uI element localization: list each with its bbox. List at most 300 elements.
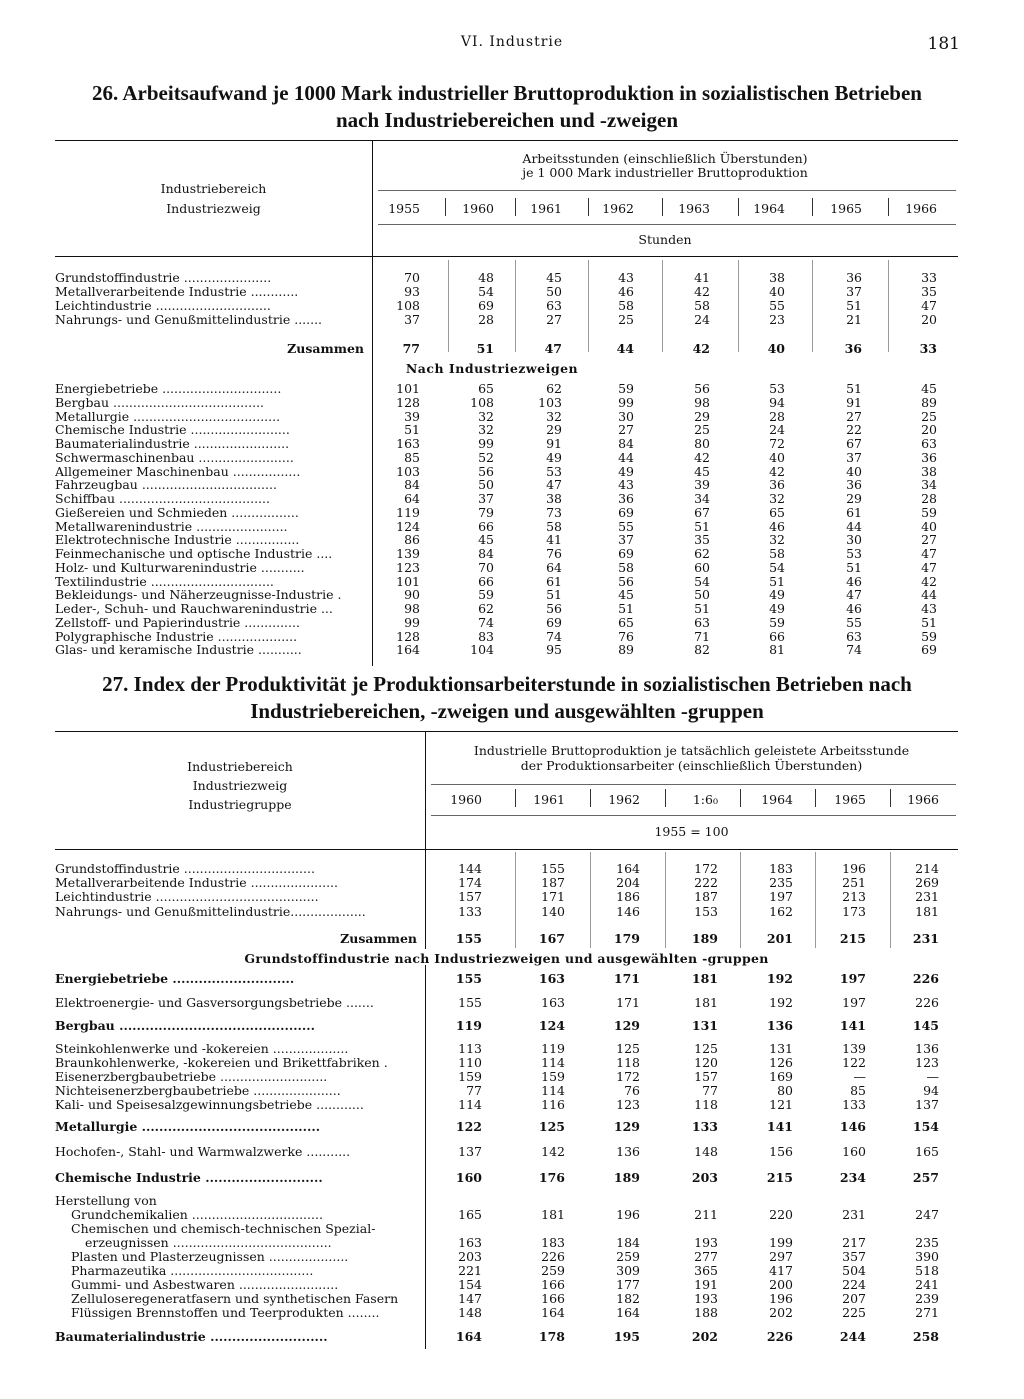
table-cell: 50 xyxy=(694,587,710,603)
table-cell: 38 xyxy=(546,491,562,506)
table-row-label: Fahrzeugbau .................................. xyxy=(55,478,277,493)
table-cell: 47 xyxy=(846,587,862,603)
table-cell: 45 xyxy=(618,587,634,603)
table-cell: 146 xyxy=(616,903,640,919)
table-cell: 239 xyxy=(915,1291,939,1306)
table-row-label: Elektroenergie- und Gasversorgungsbetriebe ....... xyxy=(55,996,374,1010)
year-header: 1962 xyxy=(608,792,640,807)
table-cell: 118 xyxy=(616,1055,640,1070)
table-cell: 187 xyxy=(541,875,565,891)
column-header-line1: Arbeitsstunden (einschließlich Überstunden) xyxy=(522,151,808,166)
table-cell: 32 xyxy=(769,532,785,548)
table-cell: 122 xyxy=(842,1055,866,1070)
table-cell: 122 xyxy=(455,1119,482,1134)
table-cell: 51 xyxy=(404,422,420,438)
table-cell: 51 xyxy=(769,573,785,589)
stub-header-line2: Industriezweig xyxy=(166,201,261,216)
table-cell: 43 xyxy=(921,601,937,616)
table-cell: 257 xyxy=(912,1170,939,1185)
table-cell: 58 xyxy=(618,559,634,575)
table-cell: 51 xyxy=(694,518,710,534)
table-row-label: Elektrotechnische Industrie ................ xyxy=(55,533,300,548)
table-cell: 28 xyxy=(921,491,937,506)
table-cell: 159 xyxy=(458,1069,482,1084)
table-cell: 101 xyxy=(396,573,420,589)
table-row-label: Eisenerzbergbaubetriebe ........................... xyxy=(55,1070,328,1084)
table-cell: 118 xyxy=(694,1097,718,1112)
table-cell: 103 xyxy=(396,463,420,479)
column-header-line2: der Produktionsarbeiter (einschließlich Überstunden) xyxy=(520,758,863,773)
table-cell: 211 xyxy=(694,1207,718,1222)
table-cell: 58 xyxy=(769,546,785,561)
table-cell: 22 xyxy=(846,422,862,438)
table-cell: 259 xyxy=(541,1263,565,1278)
section-row-label: Bergbau ............................................. xyxy=(55,1019,315,1033)
table-cell: 27 xyxy=(846,408,862,424)
table-cell: 197 xyxy=(842,995,866,1010)
table-cell: 85 xyxy=(850,1083,866,1098)
table-cell: 226 xyxy=(912,971,939,986)
year-separator xyxy=(740,789,741,807)
table-cell: 51 xyxy=(846,298,862,314)
table-cell: 40 xyxy=(769,449,785,465)
table-cell: 214 xyxy=(915,861,939,876)
table-row-label: Grundchemikalien ................................. xyxy=(71,1208,323,1222)
table-cell: 140 xyxy=(541,903,565,919)
table-cell: 37 xyxy=(478,491,494,506)
table-cell: 124 xyxy=(538,1018,565,1033)
table-cell: 121 xyxy=(769,1097,793,1112)
section-row-label: Chemische Industrie ........................... xyxy=(55,1171,323,1185)
table-cell: 45 xyxy=(478,532,494,548)
table-cell: 45 xyxy=(546,270,562,285)
year-separator xyxy=(588,198,589,216)
table-cell: 56 xyxy=(694,381,710,396)
table-cell: 271 xyxy=(915,1305,939,1320)
year-header: 1963 xyxy=(678,201,710,216)
table-cell: 40 xyxy=(921,518,937,534)
table-cell: 136 xyxy=(766,1018,793,1033)
table-cell: 40 xyxy=(846,463,862,479)
table-cell: 196 xyxy=(769,1291,793,1306)
table-cell: 129 xyxy=(613,1119,640,1134)
table-cell: 222 xyxy=(694,875,718,891)
table-cell: 191 xyxy=(694,1277,718,1292)
table-cell: 148 xyxy=(694,1144,718,1159)
table-cell: 28 xyxy=(769,408,785,424)
table-cell: 53 xyxy=(546,463,562,479)
table-cell: 204 xyxy=(616,875,640,891)
table-cell: 53 xyxy=(769,381,785,396)
stub-header-line: Industriebereich xyxy=(187,759,293,774)
table-cell: 89 xyxy=(921,394,937,410)
table-cell: 207 xyxy=(842,1291,866,1306)
table-cell: 173 xyxy=(842,903,866,919)
table-cell: 42 xyxy=(921,573,937,589)
table-cell: 124 xyxy=(396,518,420,534)
table-row-label: Bekleidungs- und Näherzeugnisse-Industrie . xyxy=(55,588,342,603)
table-cell: 37 xyxy=(404,312,420,328)
table-cell: 79 xyxy=(478,504,494,520)
table-cell: 44 xyxy=(921,587,937,603)
table-cell: 104 xyxy=(470,642,494,658)
table-cell: 226 xyxy=(766,1329,793,1344)
table-cell: 125 xyxy=(538,1119,565,1134)
year-header: 1961 xyxy=(533,792,565,807)
year-separator xyxy=(662,198,663,216)
table-cell: 155 xyxy=(455,971,482,986)
column-header-line1: Industrielle Bruttoproduktion je tatsächlich geleistete Arbeitsstunde xyxy=(473,743,910,758)
total-cell: 167 xyxy=(538,931,565,946)
table-cell: 91 xyxy=(846,394,862,410)
table-cell: 69 xyxy=(546,614,562,630)
table-cell: — xyxy=(926,1069,939,1084)
table-row-label: erzeugnissen ........................................ xyxy=(85,1236,332,1250)
total-cell: 33 xyxy=(919,341,937,356)
table-cell: 45 xyxy=(921,381,937,396)
table-cell: 61 xyxy=(546,573,562,589)
table-cell: 69 xyxy=(478,298,494,314)
table-cell: 99 xyxy=(404,614,420,630)
table-cell: 81 xyxy=(769,642,785,658)
table-cell: 76 xyxy=(624,1083,640,1098)
table-cell: 36 xyxy=(618,491,634,506)
table-cell: 27 xyxy=(921,532,937,548)
table-cell: 27 xyxy=(618,422,634,438)
table-cell: 27 xyxy=(546,312,562,328)
table-cell: 46 xyxy=(846,573,862,589)
table-row-label: Gummi- und Asbestwaren ......................... xyxy=(71,1278,339,1292)
table-cell: 189 xyxy=(613,1170,640,1185)
data-column-separator xyxy=(665,852,666,948)
year-separator xyxy=(665,789,666,807)
year-header: 1:6₀ xyxy=(692,792,718,807)
table-cell: 59 xyxy=(921,628,937,644)
table-cell: 129 xyxy=(613,1018,640,1033)
table-cell: 144 xyxy=(458,861,482,876)
table-cell: 20 xyxy=(921,312,937,328)
table-27-top-rule xyxy=(55,731,958,732)
table-cell: 58 xyxy=(618,298,634,314)
table-cell: 55 xyxy=(618,518,634,534)
table-cell: 203 xyxy=(691,1170,718,1185)
year-separator xyxy=(738,198,739,216)
total-row-label: Zusammen xyxy=(340,932,417,946)
table-cell: 64 xyxy=(404,491,420,506)
table-cell: 169 xyxy=(769,1069,793,1084)
table-cell: 33 xyxy=(921,270,937,285)
table-cell: 164 xyxy=(396,642,420,658)
table-cell: 114 xyxy=(458,1097,482,1112)
data-column-separator xyxy=(515,852,516,948)
table-cell: 34 xyxy=(694,491,710,506)
table-cell: 63 xyxy=(921,436,937,451)
table-cell: 38 xyxy=(921,463,937,479)
table-row-label: Plasten und Plasterzeugnissen .................... xyxy=(71,1250,349,1264)
year-header: 1965 xyxy=(830,201,862,216)
table-cell: 40 xyxy=(769,284,785,300)
table-cell: 147 xyxy=(458,1291,482,1306)
table-cell: 153 xyxy=(694,903,718,919)
table-cell: 197 xyxy=(839,971,866,986)
table-cell: 30 xyxy=(618,408,634,424)
table-cell: 137 xyxy=(458,1144,482,1159)
data-column-separator xyxy=(515,260,516,352)
table-cell: 139 xyxy=(842,1041,866,1056)
table-cell: 172 xyxy=(616,1069,640,1084)
year-header: 1960 xyxy=(462,201,494,216)
table-row-label: Flüssigen Brennstoffen und Teerprodukten ........ xyxy=(71,1306,380,1320)
table-cell: 25 xyxy=(921,408,937,424)
table-cell: 70 xyxy=(478,559,494,575)
table-cell: 29 xyxy=(694,408,710,424)
table-cell: 165 xyxy=(915,1144,939,1159)
table-cell: 297 xyxy=(769,1249,793,1264)
table-cell: 145 xyxy=(912,1018,939,1033)
table-cell: 99 xyxy=(618,394,634,410)
table-cell: 163 xyxy=(541,995,565,1010)
table-cell: 123 xyxy=(616,1097,640,1112)
total-cell: 44 xyxy=(616,341,634,356)
stub-header-line: Industriegruppe xyxy=(188,797,292,812)
table-row-label: Chemischen und chemisch-technischen Spezial- xyxy=(71,1222,376,1236)
table-cell: 63 xyxy=(846,628,862,644)
table-cell: 84 xyxy=(404,477,420,493)
table-cell: 196 xyxy=(616,1207,640,1222)
table-cell: 34 xyxy=(921,477,937,493)
table-cell: 171 xyxy=(613,971,640,986)
data-column-separator xyxy=(890,852,891,948)
table-row-label: Feinmechanische und optische Industrie .... xyxy=(55,547,333,561)
table-row-label: Schiffbau ...................................... xyxy=(55,492,270,506)
table-cell: 83 xyxy=(478,628,494,644)
table-cell: 156 xyxy=(769,1144,793,1159)
table-cell: 94 xyxy=(923,1083,939,1098)
table-cell: 67 xyxy=(846,436,862,451)
subheading-grundstoff: Grundstoffindustrie nach Industriezweigen und ausgewählten -gruppen xyxy=(244,951,769,966)
table-cell: 269 xyxy=(915,875,939,891)
table-cell: 50 xyxy=(546,284,562,300)
data-column-separator xyxy=(588,260,589,352)
table-row-label: Holz- und Kulturwarenindustrie ........... xyxy=(55,560,305,575)
unit-bottom-rule xyxy=(55,256,958,257)
table-cell: 58 xyxy=(546,518,562,534)
table-row-label: Nahrungs- und Genußmittelindustrie................... xyxy=(55,904,366,919)
table-cell: 50 xyxy=(478,477,494,493)
subheading-industriezweige: Nach Industriezweigen xyxy=(405,361,579,376)
table-row-label: Metallverarbeitende Industrie ...................... xyxy=(55,876,339,891)
table-cell: 32 xyxy=(769,491,785,506)
table-26-title-line2: nach Industriebereichen und -zweigen xyxy=(335,108,679,132)
year-header: 1966 xyxy=(905,201,937,216)
table-cell: 157 xyxy=(458,889,482,905)
year-header: 1962 xyxy=(602,201,634,216)
table-cell: 113 xyxy=(458,1041,482,1056)
table-cell: 36 xyxy=(921,449,937,465)
table-cell: 28 xyxy=(478,312,494,328)
table-cell: 114 xyxy=(541,1083,565,1098)
table-cell: 41 xyxy=(546,532,562,548)
table-cell: 51 xyxy=(694,601,710,616)
table-cell: 55 xyxy=(769,298,785,314)
table-cell: 231 xyxy=(842,1207,866,1222)
table-cell: 235 xyxy=(915,1235,939,1250)
table-cell: 157 xyxy=(694,1069,718,1084)
table-cell: 74 xyxy=(846,642,862,658)
table-cell: 244 xyxy=(839,1329,866,1344)
table-cell: 69 xyxy=(618,546,634,561)
total-cell: 40 xyxy=(767,341,785,356)
total-row-label: Zusammen xyxy=(287,342,364,356)
table-cell: 59 xyxy=(769,614,785,630)
table-cell: 123 xyxy=(915,1055,939,1070)
table-cell: 44 xyxy=(618,449,634,465)
table-cell: 51 xyxy=(618,601,634,616)
table-cell: 119 xyxy=(396,504,420,520)
header-dash-rule xyxy=(378,190,956,191)
table-cell: 63 xyxy=(546,298,562,314)
table-cell: 259 xyxy=(616,1249,640,1264)
table-cell: 99 xyxy=(478,436,494,451)
table-row-label: Kali- und Speisesalzgewinnungsbetriebe ............ xyxy=(55,1098,364,1112)
table-cell: 226 xyxy=(915,995,939,1010)
table-cell: 119 xyxy=(455,1018,482,1033)
table-cell: 166 xyxy=(541,1291,565,1306)
table-row-label: Bergbau ...................................... xyxy=(55,395,265,410)
column-header-line2: je 1 000 Mark industrieller Bruttoproduktion xyxy=(522,165,808,180)
table-cell: 141 xyxy=(766,1119,793,1134)
table-cell: 148 xyxy=(458,1305,482,1320)
total-cell: 77 xyxy=(402,341,420,356)
table-cell: 32 xyxy=(546,408,562,424)
table-cell: 47 xyxy=(921,298,937,314)
unit-bottom-rule xyxy=(55,849,958,850)
table-27-stub-divider-lower xyxy=(425,965,426,1349)
table-row-label: Nahrungs- und Genußmittelindustrie ....... xyxy=(55,313,323,328)
table-cell: 84 xyxy=(478,546,494,561)
year-header: 1960 xyxy=(450,792,482,807)
table-cell: 125 xyxy=(616,1041,640,1056)
table-cell: 54 xyxy=(478,284,494,300)
table-cell: 42 xyxy=(694,449,710,465)
table-cell: 160 xyxy=(455,1170,482,1185)
table-cell: 166 xyxy=(541,1277,565,1292)
table-cell: 390 xyxy=(915,1249,939,1264)
table-cell: 196 xyxy=(842,861,866,876)
table-cell: 49 xyxy=(546,449,562,465)
table-row-label: Allgemeiner Maschinenbau ................. xyxy=(55,464,301,479)
total-cell: 51 xyxy=(476,341,494,356)
data-column-separator xyxy=(738,260,739,352)
table-cell: 37 xyxy=(846,284,862,300)
table-cell: 85 xyxy=(404,449,420,465)
table-cell: 62 xyxy=(546,381,562,396)
table-cell: 51 xyxy=(846,381,862,396)
table-cell: 51 xyxy=(921,614,937,630)
table-cell: 200 xyxy=(769,1277,793,1292)
table-row-label: Leichtindustrie ............................. xyxy=(55,299,271,314)
table-row-label: Gießereien und Schmieden ................. xyxy=(55,505,299,520)
table-cell: 251 xyxy=(842,875,866,891)
table-cell: 164 xyxy=(616,861,640,876)
year-separator xyxy=(890,789,891,807)
table-cell: 193 xyxy=(694,1291,718,1306)
table-cell: 181 xyxy=(541,1207,565,1222)
table-cell: 195 xyxy=(613,1329,640,1344)
table-cell: 199 xyxy=(769,1235,793,1250)
table-cell: 164 xyxy=(616,1305,640,1320)
table-26-top-rule xyxy=(55,140,958,141)
table-cell: 114 xyxy=(541,1055,565,1070)
year-separator xyxy=(445,198,446,216)
table-cell: 30 xyxy=(846,532,862,548)
table-cell: 47 xyxy=(546,477,562,493)
table-cell: 63 xyxy=(694,614,710,630)
year-header: 1965 xyxy=(834,792,866,807)
table-cell: 235 xyxy=(769,875,793,891)
year-row-rule xyxy=(378,224,956,225)
table-row-label: Pharmazeutika .................................... xyxy=(71,1264,314,1278)
table-cell: 163 xyxy=(396,436,420,451)
table-cell: 213 xyxy=(842,889,866,905)
table-cell: 171 xyxy=(541,889,565,905)
table-cell: 90 xyxy=(404,587,420,603)
table-cell: 43 xyxy=(618,270,634,285)
year-separator xyxy=(888,198,889,216)
table-cell: 59 xyxy=(618,381,634,396)
data-column-separator xyxy=(815,852,816,948)
year-row-rule xyxy=(431,815,956,816)
table-cell: 73 xyxy=(546,504,562,520)
table-cell: 53 xyxy=(846,546,862,561)
table-cell: 136 xyxy=(915,1041,939,1056)
table-cell: 94 xyxy=(769,394,785,410)
table-row-label: Schwermaschinenbau ........................ xyxy=(55,450,294,465)
table-cell: 35 xyxy=(921,284,937,300)
table-cell: 217 xyxy=(842,1235,866,1250)
table-cell: 71 xyxy=(694,628,710,644)
data-column-separator xyxy=(662,260,663,352)
year-separator xyxy=(515,789,516,807)
table-cell: 61 xyxy=(846,504,862,520)
total-cell: 201 xyxy=(766,931,793,946)
table-cell: 188 xyxy=(694,1305,718,1320)
table-row-label: Zellstoff- und Papierindustrie .............. xyxy=(55,615,300,630)
total-cell: 179 xyxy=(613,931,640,946)
table-row-label: Glas- und keramische Industrie ........... xyxy=(55,643,302,658)
table-cell: 357 xyxy=(842,1249,866,1264)
table-cell: 36 xyxy=(846,477,862,493)
total-cell: 42 xyxy=(692,341,710,356)
table-cell: 62 xyxy=(694,546,710,561)
table-cell: 54 xyxy=(694,573,710,589)
table-27-title-line2: Industriebereichen, -zweigen und ausgewählten -gruppen xyxy=(250,699,764,723)
table-27-title: 27. Index der Produktivität je Produktionsarbeiterstunde in sozialistischen Betrieben nach xyxy=(102,672,912,696)
table-cell: 231 xyxy=(915,889,939,905)
section-title: VI. Industrie xyxy=(460,34,564,50)
table-cell: 67 xyxy=(694,504,710,520)
table-cell: 154 xyxy=(912,1119,939,1134)
table-cell: 20 xyxy=(921,422,937,438)
total-cell: 189 xyxy=(691,931,718,946)
year-header: 1961 xyxy=(530,201,562,216)
total-cell: 155 xyxy=(455,931,482,946)
table-row-label: Nichteisenerzbergbaubetriebe ...................... xyxy=(55,1084,341,1098)
table-cell: 80 xyxy=(777,1083,793,1098)
table-row-label: Textilindustrie ............................... xyxy=(55,574,274,589)
table-cell: 95 xyxy=(546,642,562,658)
table-cell: 46 xyxy=(846,601,862,616)
